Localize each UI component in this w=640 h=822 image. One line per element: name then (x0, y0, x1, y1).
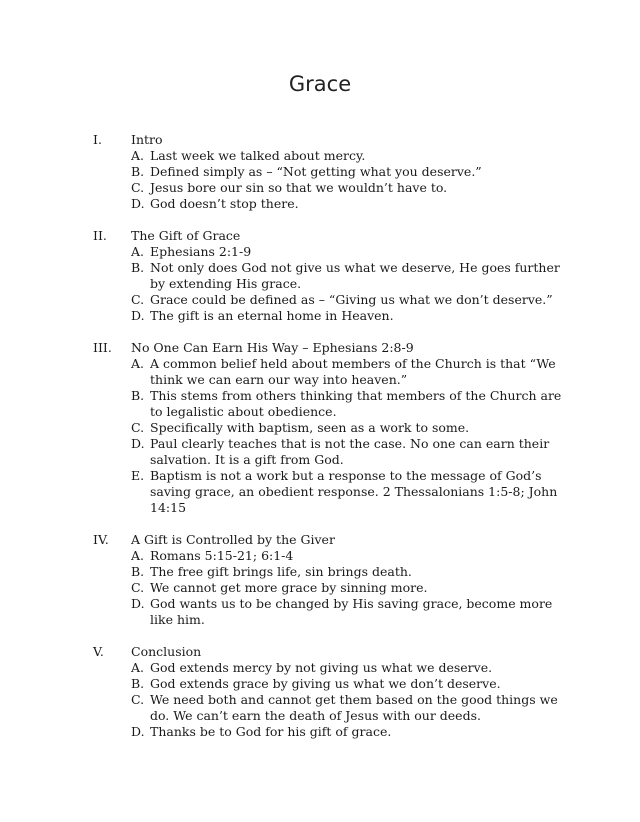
section-items (131, 548, 573, 628)
outline-item (131, 196, 573, 212)
item-letter: C. (131, 292, 145, 307)
item-letter: D. (131, 308, 145, 323)
outline-item (131, 244, 573, 260)
item-letter: D. (131, 196, 145, 211)
item-letter: D. (131, 436, 145, 451)
item-text: Defined simply as – “Not getting what you deserve.” (150, 164, 482, 179)
item-letter: A. (131, 356, 145, 371)
outline-item (131, 676, 573, 692)
item-letter: A. (131, 548, 145, 563)
outline (93, 132, 573, 756)
outline-item (131, 548, 573, 564)
outline-item (131, 420, 573, 436)
item-text: A common belief held about members of the Church is that “We think we can earn our way into heaven.” (150, 356, 556, 387)
section-heading (93, 644, 573, 660)
item-letter: C. (131, 692, 145, 707)
section-title: Conclusion (131, 644, 202, 659)
section-title: A Gift is Controlled by the Giver (131, 532, 335, 547)
outline-section (93, 340, 573, 516)
item-letter: E. (131, 468, 145, 483)
item-text: Thanks be to God for his gift of grace. (150, 724, 392, 739)
item-text: God wants us to be changed by His saving grace, become more like him. (150, 596, 553, 627)
item-letter: B. (131, 564, 145, 579)
item-text: Specifically with baptism, seen as a work to some. (150, 420, 470, 435)
item-text: The gift is an eternal home in Heaven. (150, 308, 394, 323)
section-items (131, 356, 573, 516)
item-text: Jesus bore our sin so that we wouldn’t have to. (150, 180, 448, 195)
page-title: Grace (288, 72, 352, 96)
outline-item (131, 596, 573, 628)
item-letter: A. (131, 148, 145, 163)
section-title: Intro (131, 132, 163, 147)
item-text: God doesn’t stop there. (150, 196, 299, 211)
item-text: We need both and cannot get them based on the good things we do. We can’t earn the death of Jesus with our deeds. (150, 692, 558, 723)
outline-item (131, 468, 573, 516)
section-items (131, 244, 573, 324)
section-numeral: V. (93, 644, 104, 659)
outline-item (131, 724, 573, 740)
outline-item (131, 388, 573, 420)
item-text: Last week we talked about mercy. (150, 148, 366, 163)
outline-item (131, 692, 573, 724)
item-text: Grace could be defined as – “Giving us what we don’t deserve.” (150, 292, 553, 307)
section-numeral: IV. (93, 532, 109, 547)
item-letter: D. (131, 596, 145, 611)
item-letter: C. (131, 180, 145, 195)
outline-item (131, 356, 573, 388)
outline-item (131, 308, 573, 324)
section-numeral: III. (93, 340, 112, 355)
outline-item (131, 180, 573, 196)
outline-item (131, 660, 573, 676)
item-letter: C. (131, 580, 145, 595)
item-text: God extends grace by giving us what we don’t deserve. (150, 676, 501, 691)
item-letter: B. (131, 164, 145, 179)
item-letter: A. (131, 244, 145, 259)
section-title: The Gift of Grace (131, 228, 241, 243)
item-letter: B. (131, 260, 145, 275)
item-text: We cannot get more grace by sinning more. (150, 580, 428, 595)
item-letter: D. (131, 724, 145, 739)
item-text: God extends mercy by not giving us what we deserve. (150, 660, 493, 675)
item-text: Not only does God not give us what we deserve, He goes further by extending His grace. (150, 260, 560, 291)
outline-item (131, 148, 573, 164)
outline-item (131, 564, 573, 580)
item-letter: B. (131, 388, 145, 403)
item-text: Romans 5:15-21; 6:1-4 (150, 548, 294, 563)
section-numeral: II. (93, 228, 107, 243)
outline-section (93, 644, 573, 740)
section-title: No One Can Earn His Way – Ephesians 2:8-9 (131, 340, 414, 355)
item-text: Ephesians 2:1-9 (150, 244, 252, 259)
item-letter: A. (131, 660, 145, 675)
section-items (131, 148, 573, 212)
section-heading (93, 228, 573, 244)
item-text: This stems from others thinking that members of the Church are to legalistic about obedience. (150, 388, 562, 419)
section-heading (93, 532, 573, 548)
outline-item (131, 292, 573, 308)
outline-item (131, 580, 573, 596)
item-text: Paul clearly teaches that is not the case. No one can earn their salvation. It is a gift from God. (150, 436, 550, 467)
section-numeral: I. (93, 132, 102, 147)
outline-item (131, 436, 573, 468)
section-heading (93, 340, 573, 356)
item-letter: C. (131, 420, 145, 435)
item-text: Baptism is not a work but a response to the message of God’s saving grace, an obedient response. 2 Thessalonians 1:5-8; John 14:15 (150, 468, 558, 515)
outline-section (93, 532, 573, 628)
section-items (131, 660, 573, 740)
outline-item (131, 260, 573, 292)
outline-section (93, 228, 573, 324)
outline-item (131, 164, 573, 180)
section-heading (93, 132, 573, 148)
item-letter: B. (131, 676, 145, 691)
outline-section (93, 132, 573, 212)
item-text: The free gift brings life, sin brings death. (150, 564, 412, 579)
